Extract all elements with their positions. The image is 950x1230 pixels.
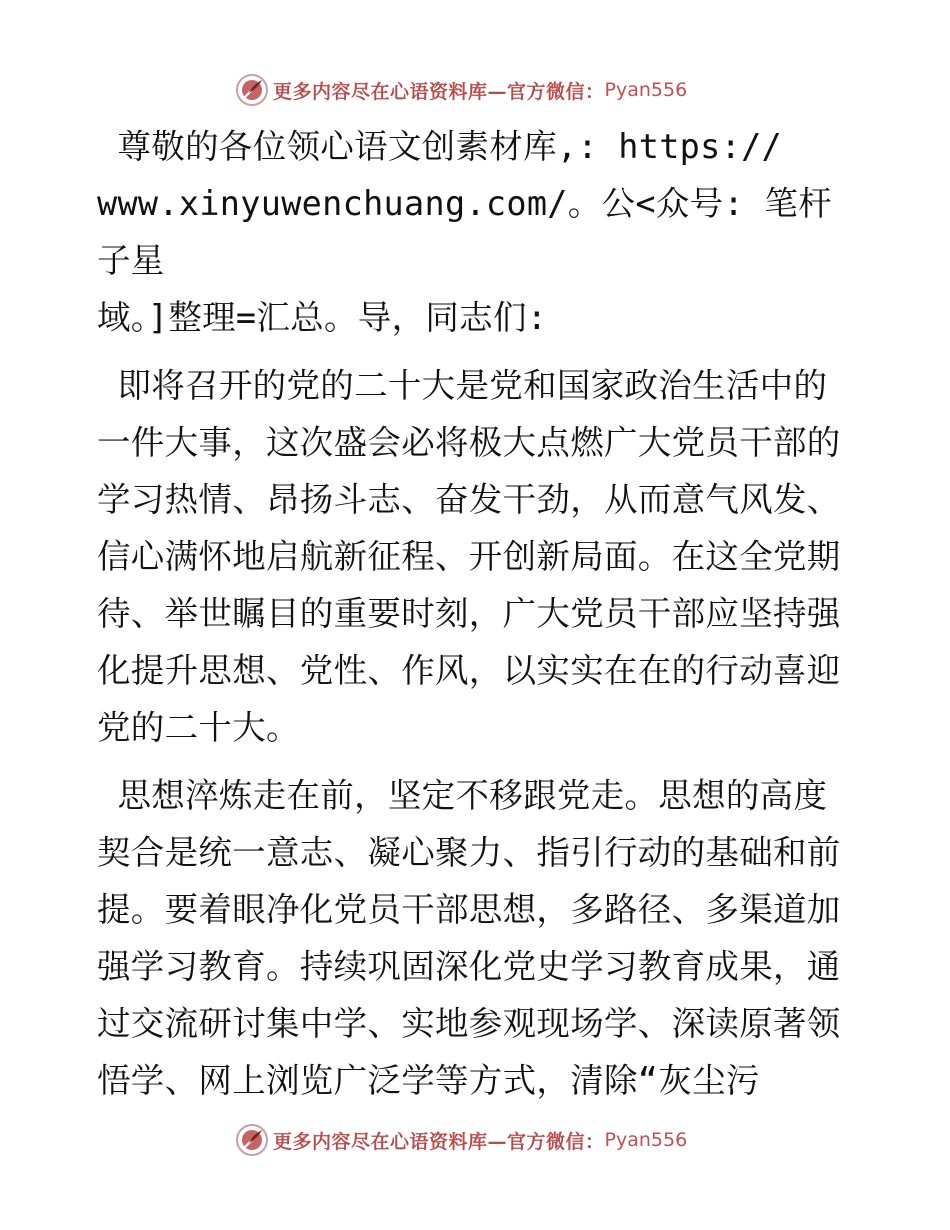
footer-watermark xyxy=(235,1123,687,1157)
document-body xyxy=(97,118,857,1120)
watermark-wechat-id: Pyan556 xyxy=(604,1129,688,1151)
paragraph-intro: 即将召开的党的二十大是党和国家政治生活中的 一件大事，这次盛会必将极大点燃广大党员干部的 学习热情、昂扬斗志、奋发干劲，从而意气风发、 信心满怀地启航新征程、开创新局面。在这全党期 待、举世瞩目的重要时刻，广大党员干部应坚持强 化提升思想、党性、作风，以实实在在的行动喜迎 党的二十大。 xyxy=(97,366,841,747)
feather-logo-icon xyxy=(235,73,269,107)
watermark-text: 更多内容尽在心语资料库—官方微信： xyxy=(273,80,605,103)
watermark-text: 更多内容尽在心语资料库—官方微信： xyxy=(273,1130,605,1153)
paragraph-greeting: 尊敬的各位领心语文创素材库,: https:// www.xinyuwenchuang.com/。公<众号: 笔杆子星 域。]整理=汇总。导，同志们: xyxy=(97,127,832,337)
header-watermark xyxy=(235,73,687,107)
paragraph-thought: 思想淬炼走在前，坚定不移跟党走。思想的高度 契合是统一意志、凝心聚力、指引行动的基础和前 提。要着眼净化党员干部思想，多路径、多渠道加 强学习教育。持续巩固深化党史学习教育成果，通 过交流研讨集中学、实地参观现场学、深读原著领 悟学、网上浏览广泛学等方式，清除“灰尘污 xyxy=(97,776,841,1100)
watermark-wechat-id: Pyan556 xyxy=(604,79,688,101)
feather-logo-icon xyxy=(235,1123,269,1157)
